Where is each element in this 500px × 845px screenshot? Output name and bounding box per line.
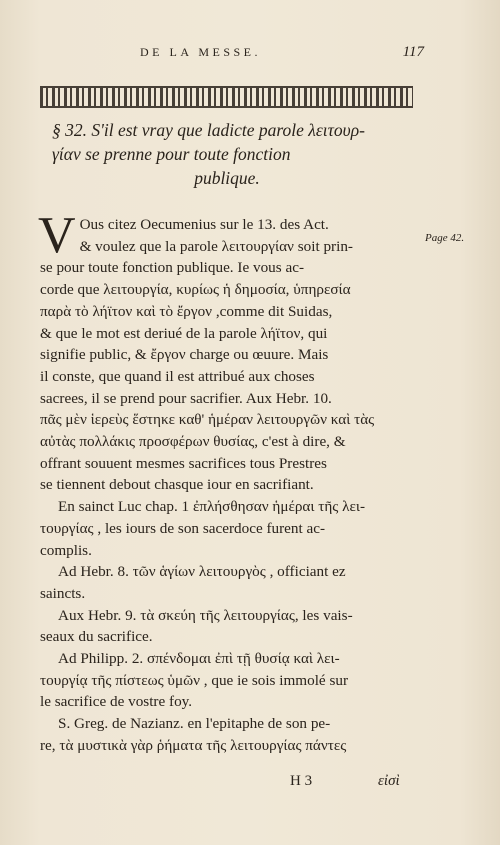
text-line: il conste, que quand il est attribué aux choses — [40, 367, 315, 385]
text-line: saincts. — [40, 584, 86, 602]
text-line: τουργίᾳ τῆς πίστεως ὑμῶν , que ie sois immolé sur — [40, 671, 349, 689]
paragraph-1 — [38, 207, 410, 496]
text-line: signifie public, & ἔργον charge ou œuure. Mais — [40, 346, 329, 364]
text-line: En sainct Luc chap. 1 ἐπλήσθησαν ἡμέραι τῆς λει- — [58, 498, 366, 516]
section-heading-line-2: γίαν se prenne pour toute fonction — [52, 144, 291, 164]
paragraph-hebr-9 — [40, 605, 410, 648]
section-heading-line-3: publique. — [194, 168, 260, 188]
paragraph-luke — [40, 496, 410, 561]
paragraph-hebr-8 — [40, 561, 410, 604]
text-line: se tiennent debout chasque iour en sacrifiant. — [40, 476, 314, 494]
text-line: S. Greg. de Nazianz. en l'epitaphe de son pe- — [58, 715, 331, 733]
section-heading-line-1: § 32. S'il est vray que ladicte parole λειτουρ- — [52, 120, 365, 140]
page-header — [60, 44, 424, 61]
running-head: DE LA MESSE. — [140, 45, 262, 59]
decorative-ornament-band — [40, 86, 413, 108]
text-line: complis. — [40, 541, 92, 559]
body-text — [38, 207, 410, 757]
text-line: seaux du sacrifice. — [40, 628, 153, 646]
text-line: τουργίας , les iours de son sacerdoce furent ac- — [40, 519, 326, 537]
text-line: Ad Hebr. 8. τῶν ἁγίων λειτουργὸς , officiant ez — [58, 563, 346, 581]
text-line: le sacrifice de vostre foy. — [40, 693, 193, 711]
margin-note: Page 42. — [425, 232, 465, 244]
text-line: offrant souuent mesmes sacrifices tous Prestres — [40, 454, 327, 472]
text-line: παρὰ τὸ λήϊτον καὶ τὸ ἔργον ,comme dit Suidas, — [40, 302, 333, 320]
text-line: Aux Hebr. 9. τὰ σκεύη τῆς λειτουργίας, les vais- — [58, 606, 353, 624]
text-line: sacrees, il se prend pour sacrifier. Aux Hebr. 10. — [40, 389, 332, 407]
text-line: πᾶς μὲν ἱερεὺς ἕστηκε καθ' ἡμέραν λειτουργῶν καὶ τὰς — [40, 411, 375, 429]
text-line: re, τὰ μυστικὰ γὰρ ῥήματα τῆς λειτουργίας πάντες — [40, 736, 347, 754]
page-number: 117 — [402, 44, 424, 60]
text-line: & voulez que la parole λειτουργίαν soit prin- — [79, 237, 353, 255]
text-line: & que le mot est deriué de la parole λήϊτον, qui — [40, 324, 328, 342]
catchword: εἰσὶ — [378, 773, 400, 789]
text-line: se pour toute fonction publique. Ie vous ac- — [40, 259, 305, 277]
text-line: αὐτὰς πολλάκις προσφέρων θυσίας, c'est à dire, & — [40, 433, 346, 451]
section-heading — [52, 118, 402, 190]
paragraph-nazianzen — [40, 713, 410, 756]
signature-mark: H 3 — [290, 773, 313, 789]
text-line: Ous citez Oecumenius sur le 13. des Act. — [79, 216, 329, 233]
drop-capital: V — [38, 207, 76, 264]
text-line: corde que λειτουργία, κυρίως ἡ δημοσία, ὑπηρεσία — [40, 281, 351, 299]
text-line: Ad Philipp. 2. σπένδομαι ἐπὶ τῇ θυσίᾳ καὶ λει- — [58, 650, 340, 668]
paragraph-philipp — [40, 648, 410, 713]
